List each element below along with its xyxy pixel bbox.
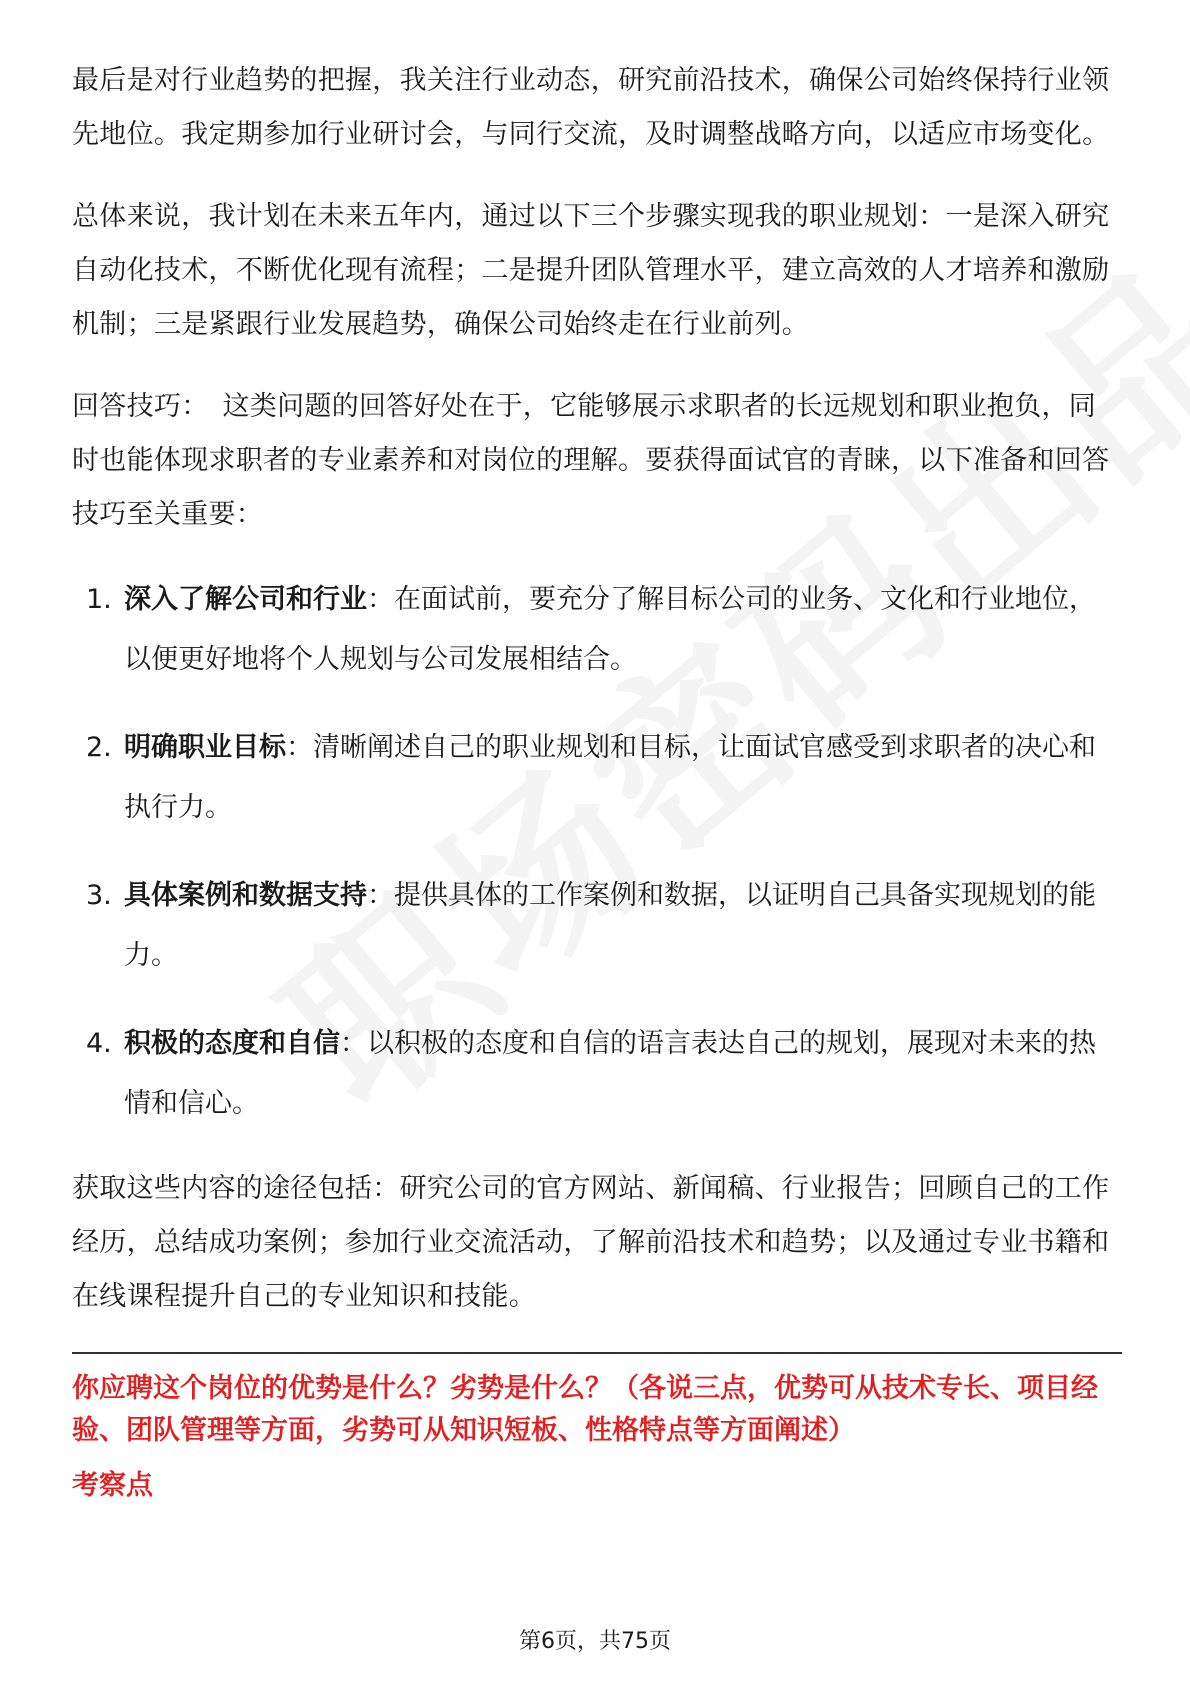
list-item-title: 具体案例和数据支持 (124, 880, 367, 911)
assessment-point-heading: 考察点 (72, 1470, 153, 1501)
tips-intro-text: 这类问题的回答好处在于，它能够展示求职者的长远规划和职业抱负，同时也能体现求职者的专业素养和对岗位的理解。要获得面试官的青睐，以下准备和回答技巧至关重要： (72, 391, 1110, 530)
list-item-title: 明确职业目标 (124, 732, 286, 763)
paragraph-sources: 获取这些内容的途径包括：研究公司的官方网站、新闻稿、行业报告；回顾自己的工作经历，总结成功案例；参加行业交流活动，了解前沿技术和趋势；以及通过专业书籍和在线课程提升自己的专业知识和技能。 (72, 1173, 1110, 1312)
section-divider (72, 1352, 1122, 1354)
list-item (72, 570, 1122, 690)
list-item (72, 866, 1122, 986)
list-item (72, 718, 1122, 838)
list-item-number: 1. (86, 584, 112, 615)
list-item-number: 2. (86, 732, 112, 763)
page-number: 第6页，共75页 (519, 1629, 671, 1654)
list-item-text: ：以积极的态度和自信的语言表达自己的规划，展现对未来的热情和信心。 (124, 1028, 1096, 1119)
list-item-number: 3. (86, 880, 112, 911)
interview-question-heading: 你应聘这个岗位的优势是什么？劣势是什么？（各说三点，优势可从技术专长、项目经验、团队管理等方面，劣势可从知识短板、性格特点等方面阐述） (72, 1373, 1098, 1446)
list-item-text: ：清晰阐述自己的职业规划和目标，让面试官感受到求职者的决心和执行力。 (124, 732, 1096, 823)
paragraph-industry-trends: 最后是对行业趋势的把握，我关注行业动态，研究前沿技术，确保公司始终保持行业领先地位。我定期参加行业研讨会，与同行交流，及时调整战略方向，以适应市场变化。 (72, 65, 1110, 150)
tips-list (72, 570, 1122, 1134)
paragraph-summary: 总体来说，我计划在未来五年内，通过以下三个步骤实现我的职业规划：一是深入研究自动化技术，不断优化现有流程；二是提升团队管理水平，建立高效的人才培养和激励机制；三是紧跟行业发展趋势，确保公司始终走在行业前列。 (72, 201, 1110, 340)
list-item-number: 4. (86, 1028, 112, 1059)
list-item-title: 积极的态度和自信 (124, 1028, 340, 1059)
list-item-title: 深入了解公司和行业 (124, 584, 367, 615)
list-item (72, 1014, 1122, 1134)
list-item-text: ：提供具体的工作案例和数据，以证明自己具备实现规划的能力。 (124, 880, 1096, 971)
document-body (72, 54, 1122, 1506)
paragraph-tips-intro (72, 380, 1122, 542)
list-item-text: ：在面试前，要充分了解目标公司的业务、文化和行业地位，以便更好地将个人规划与公司发展相结合。 (124, 584, 1096, 675)
tips-label: 回答技巧： (72, 391, 209, 422)
